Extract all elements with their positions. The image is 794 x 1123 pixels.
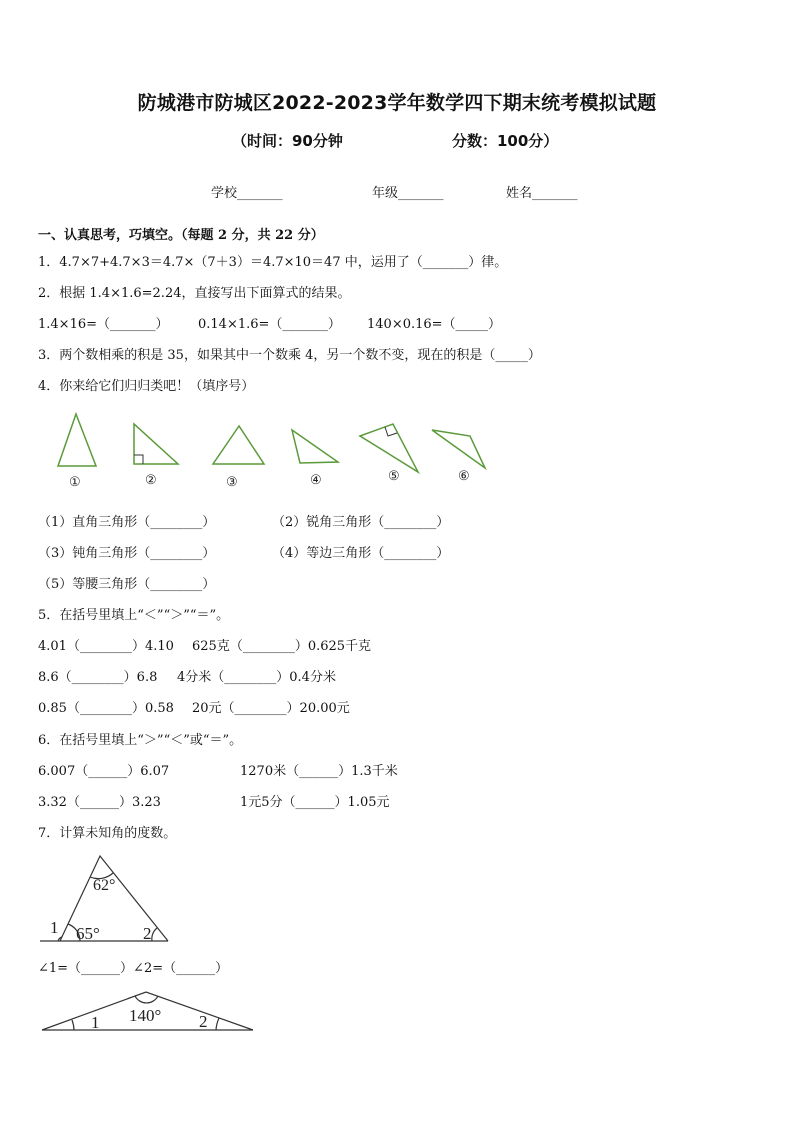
- angle-2-label: 2: [143, 924, 152, 943]
- school-field[interactable]: 学校_______: [211, 186, 283, 201]
- q5-row3-b[interactable]: 20元（________）20.00元: [192, 701, 350, 716]
- triangle-label-5: ⑤: [388, 468, 400, 483]
- triangle-label-4: ④: [310, 472, 322, 487]
- q2-item-b[interactable]: 0.14×1.6=（_______）: [198, 317, 341, 332]
- angle-65-label: 65°: [76, 924, 100, 943]
- q4-option-2[interactable]: （2）锐角三角形（________）: [272, 515, 450, 530]
- q2-item-c[interactable]: 140×0.16=（_____）: [367, 317, 502, 332]
- q7-answers[interactable]: ∠1=（______）∠2=（______）: [38, 961, 229, 976]
- q6-row2-b[interactable]: 1元5分（______）1.05元: [240, 795, 390, 810]
- angle-62-label: 62°: [93, 877, 116, 894]
- question-1: 1．4.7×7+4.7×3＝4.7×（7＋3）＝4.7×10＝47 中，运用了（_______）律。: [38, 255, 508, 270]
- q4-option-1[interactable]: （1）直角三角形（________）: [38, 515, 216, 530]
- q4-option-5[interactable]: （5）等腰三角形（________）: [38, 577, 216, 592]
- triangle-label-3: ③: [226, 474, 238, 489]
- q2-item-a[interactable]: 1.4×16=（_______）: [38, 317, 169, 332]
- angle-figure-2: [0, 985, 300, 1045]
- q5-row2-a[interactable]: 8.6（________）6.8: [38, 670, 158, 685]
- grade-field[interactable]: 年级_______: [372, 186, 444, 201]
- triangle-5: [360, 424, 418, 472]
- angle-1-label: 1: [50, 918, 59, 937]
- q6-row2-a[interactable]: 3.32（______）3.23: [38, 795, 161, 810]
- angle-140-label: 140°: [129, 1006, 162, 1025]
- triangle-label-1: ①: [69, 474, 81, 489]
- exam-score: 分数：100分）: [452, 132, 559, 150]
- question-7: 7．计算未知角的度数。: [38, 826, 177, 841]
- section-heading: 一、认真思考，巧填空。（每题 2 分，共 22 分）: [38, 228, 324, 243]
- question-4: 4．你来给它们归归类吧！（填序号）: [38, 379, 255, 394]
- triangles-figure: [0, 400, 794, 495]
- fig2-angle-1-label: 1: [91, 1013, 100, 1032]
- q5-row1-a[interactable]: 4.01（________）4.10: [38, 639, 174, 654]
- triangle-2: [134, 424, 178, 464]
- page-title: 防城港市防城区2022-2023学年数学四下期末统考模拟试题: [137, 92, 657, 114]
- triangle-6: [432, 430, 485, 468]
- fig2-angle-2-label: 2: [199, 1012, 208, 1031]
- exam-time: （时间：90分钟: [232, 132, 343, 150]
- q6-row1-a[interactable]: 6.007（______）6.07: [38, 764, 170, 779]
- q5-row3-a[interactable]: 0.85（________）0.58: [38, 701, 174, 716]
- question-5: 5．在括号里填上“＜”“＞”“＝”。: [38, 608, 230, 623]
- triangle-1: [58, 414, 96, 466]
- q4-option-3[interactable]: （3）钝角三角形（________）: [38, 546, 216, 561]
- triangle-4: [292, 430, 338, 463]
- right-angle-mark-2: [134, 455, 143, 464]
- question-2: 2．根据 1.4×1.6=2.24，直接写出下面算式的结果。: [38, 286, 351, 301]
- q4-option-4[interactable]: （4）等边三角形（________）: [272, 546, 450, 561]
- name-field[interactable]: 姓名_______: [506, 186, 578, 201]
- triangle-3: [213, 426, 264, 464]
- q5-row1-b[interactable]: 625克（________）0.625千克: [192, 639, 372, 654]
- angle-figure-1: [0, 850, 300, 950]
- q5-row2-b[interactable]: 4分米（________）0.4分米: [177, 670, 336, 685]
- question-6: 6．在括号里填上“＞”“＜”或“＝”。: [38, 733, 243, 748]
- question-3: 3．两个数相乘的积是 35，如果其中一个数乘 4，另一个数不变，现在的积是（_____）: [38, 348, 541, 363]
- q6-row1-b[interactable]: 1270米（______）1.3千米: [240, 764, 398, 779]
- triangle-label-2: ②: [145, 472, 157, 487]
- triangle-label-6: ⑥: [458, 468, 470, 483]
